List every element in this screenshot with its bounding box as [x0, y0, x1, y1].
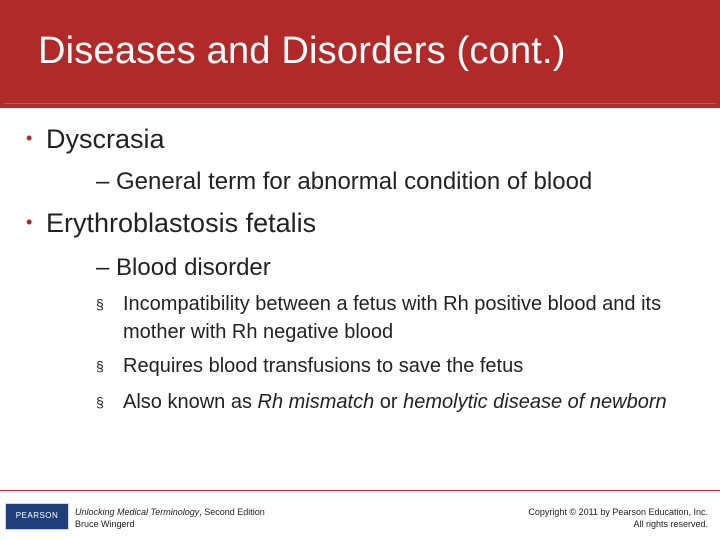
bullet-icon: • — [26, 128, 33, 148]
footer-copyright — [528, 506, 708, 530]
subsub-bullet-text: Requires blood transfusions to save the fetus — [123, 355, 524, 377]
bullet-icon: • — [26, 212, 33, 232]
subsub-bullet-incompatibility — [96, 290, 696, 346]
footer-book-title: Unlocking Medical Terminology — [75, 507, 200, 517]
bullet-dyscrasia — [26, 124, 165, 155]
subsub-bullet-also-known-as — [96, 388, 696, 416]
also-known-prefix: Also known as — [123, 391, 258, 413]
footer-book-info — [75, 506, 265, 530]
logo-text: PEARSON — [15, 511, 59, 520]
also-known-or: or — [374, 391, 404, 413]
footer-copyright-line: Copyright © 2011 by Pearson Education, Inc. — [528, 507, 708, 517]
bullet-text: Dyscrasia — [46, 124, 165, 154]
footer-author: Bruce Wingerd — [75, 519, 135, 529]
footer-edition: , Second Edition — [199, 507, 265, 517]
subsub-bullet-transfusions — [96, 352, 696, 380]
slide-title: Diseases and Disorders (cont.) — [38, 30, 566, 72]
term-rh-mismatch: Rh mismatch — [257, 391, 375, 413]
subsub-bullet-text: Incompatibility between a fetus with Rh positive blood and its mother with Rh negative blood — [123, 293, 662, 343]
term-hemolytic-disease: hemolytic disease of newborn — [403, 391, 667, 413]
title-bar — [0, 0, 720, 108]
bullet-text: Erythroblastosis fetalis — [46, 208, 317, 238]
footer-book-line — [75, 506, 265, 518]
bullet-erythroblastosis — [26, 208, 316, 239]
pearson-logo — [5, 503, 69, 530]
footer-rule — [0, 490, 720, 491]
square-bullet-icon: § — [96, 296, 104, 312]
square-bullet-icon: § — [96, 394, 104, 410]
subsub-bullet-text — [123, 388, 696, 416]
sub-bullet-dyscrasia-definition: – General term for abnormal condition of blood — [96, 168, 593, 195]
footer-rights-line: All rights reserved. — [633, 519, 708, 529]
sub-bullet-blood-disorder: – Blood disorder — [96, 254, 271, 281]
square-bullet-icon: § — [96, 358, 104, 374]
